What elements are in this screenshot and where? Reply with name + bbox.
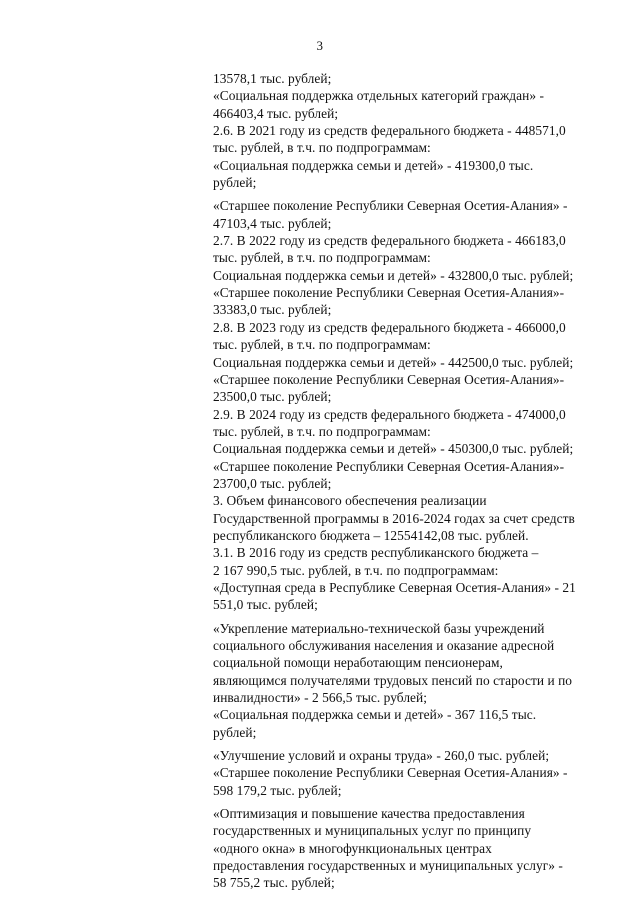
text-line: республиканского бюджета – 12554142,08 тыс. рублей.: [213, 527, 529, 543]
text-line: «Улучшение условий и охраны труда» - 260,0 тыс. рублей;: [213, 748, 550, 764]
text-line: тыс. рублей, в т.ч. по подпрограммам:: [213, 423, 431, 439]
text-line: Социальная поддержка семьи и детей» - 450300,0 тыс. рублей;: [213, 441, 574, 457]
text-line: предоставления государственных и муниципальных услуг» -: [213, 858, 563, 874]
text-line: 466403,4 тыс. рублей;: [213, 105, 339, 121]
text-line: «Социальная поддержка семьи и детей» - 367 116,5 тыс.: [213, 707, 537, 723]
text-line: 2.8. В 2023 году из средств федерального бюджета - 466000,0: [213, 319, 566, 335]
text-line: социального обслуживания населения и оказание адресной: [213, 638, 555, 653]
text-line: 33383,0 тыс. рублей;: [213, 302, 332, 318]
text-line: инвалидности» - 2 566,5 тыс. рублей;: [213, 690, 428, 706]
text-line: 3.1. В 2016 году из средств республиканского бюджета –: [213, 545, 539, 561]
text-line: государственных и муниципальных услуг по принципу: [213, 823, 532, 839]
page-number: 3: [316, 38, 324, 53]
text-line: Социальная поддержка семьи и детей» - 442500,0 тыс. рублей;: [213, 354, 574, 370]
text-line: 2.7. В 2022 году из средств федерального бюджета - 466183,0: [213, 233, 566, 249]
text-line: 2.6. В 2021 году из средств федерального бюджета - 448571,0: [213, 123, 566, 139]
text-line: тыс. рублей, в т.ч. по подпрограммам:: [213, 337, 431, 353]
text-line: «Старшее поколение Республики Северная Осетия-Алания»-: [213, 285, 565, 301]
text-line: тыс. рублей, в т.ч. по подпрограммам:: [213, 250, 431, 266]
text-line: «Социальная поддержка семьи и детей» - 419300,0 тыс.: [213, 157, 534, 173]
text-line: «Старшее поколение Республики Северная Осетия-Алания» -: [213, 765, 568, 781]
text-line: «Старшее поколение Республики Северная Осетия-Алания»-: [213, 371, 565, 387]
text-line: Социальная поддержка семьи и детей» - 432800,0 тыс. рублей;: [213, 267, 574, 283]
text-line: «Социальная поддержка отдельных категорий граждан» -: [213, 88, 544, 104]
text-line: 58 755,2 тыс. рублей;: [213, 875, 335, 891]
text-line: Государственной программы в 2016-2024 годах за счет средств: [213, 510, 575, 526]
text-line: 2.9. В 2024 году из средств федерального бюджета - 474000,0: [213, 406, 566, 422]
text-line: «Старшее поколение Республики Северная Осетия-Алания» -: [213, 198, 568, 214]
text-line: «одного окна» в многофункциональных центрах: [213, 840, 492, 856]
text-line: «Старшее поколение Республики Северная Осетия-Алания»-: [213, 458, 565, 474]
text-line: рублей;: [213, 175, 257, 191]
text-line: 23700,0 тыс. рублей;: [213, 475, 332, 491]
text-line: 47103,4 тыс. рублей;: [213, 215, 332, 231]
text-line: «Доступная среда в Республике Северная Осетия-Алания» - 21: [213, 579, 576, 595]
text-line: 23500,0 тыс. рублей;: [213, 389, 332, 405]
text-line: рублей;: [213, 724, 257, 740]
text-line: 13578,1 тыс. рублей;: [213, 71, 332, 86]
text-line: 2 167 990,5 тыс. рублей, в т.ч. по подпрограммам:: [213, 562, 499, 578]
text-line: «Укрепление материально-технической базы учреждений: [213, 620, 545, 636]
text-line: 3. Объем финансового обеспечения реализации: [213, 493, 487, 509]
text-line: тыс. рублей, в т.ч. по подпрограммам:: [213, 140, 431, 156]
text-line: социальной помощи неработающим пенсионерам,: [213, 655, 503, 671]
text-line: являющимся получателями трудовых пенсий по старости и по: [213, 672, 573, 688]
text-line: 598 179,2 тыс. рублей;: [213, 782, 342, 798]
text-line: «Оптимизация и повышение качества предоставления: [213, 806, 525, 822]
text-line: 551,0 тыс. рублей;: [213, 597, 318, 613]
document-body: [213, 70, 623, 892]
